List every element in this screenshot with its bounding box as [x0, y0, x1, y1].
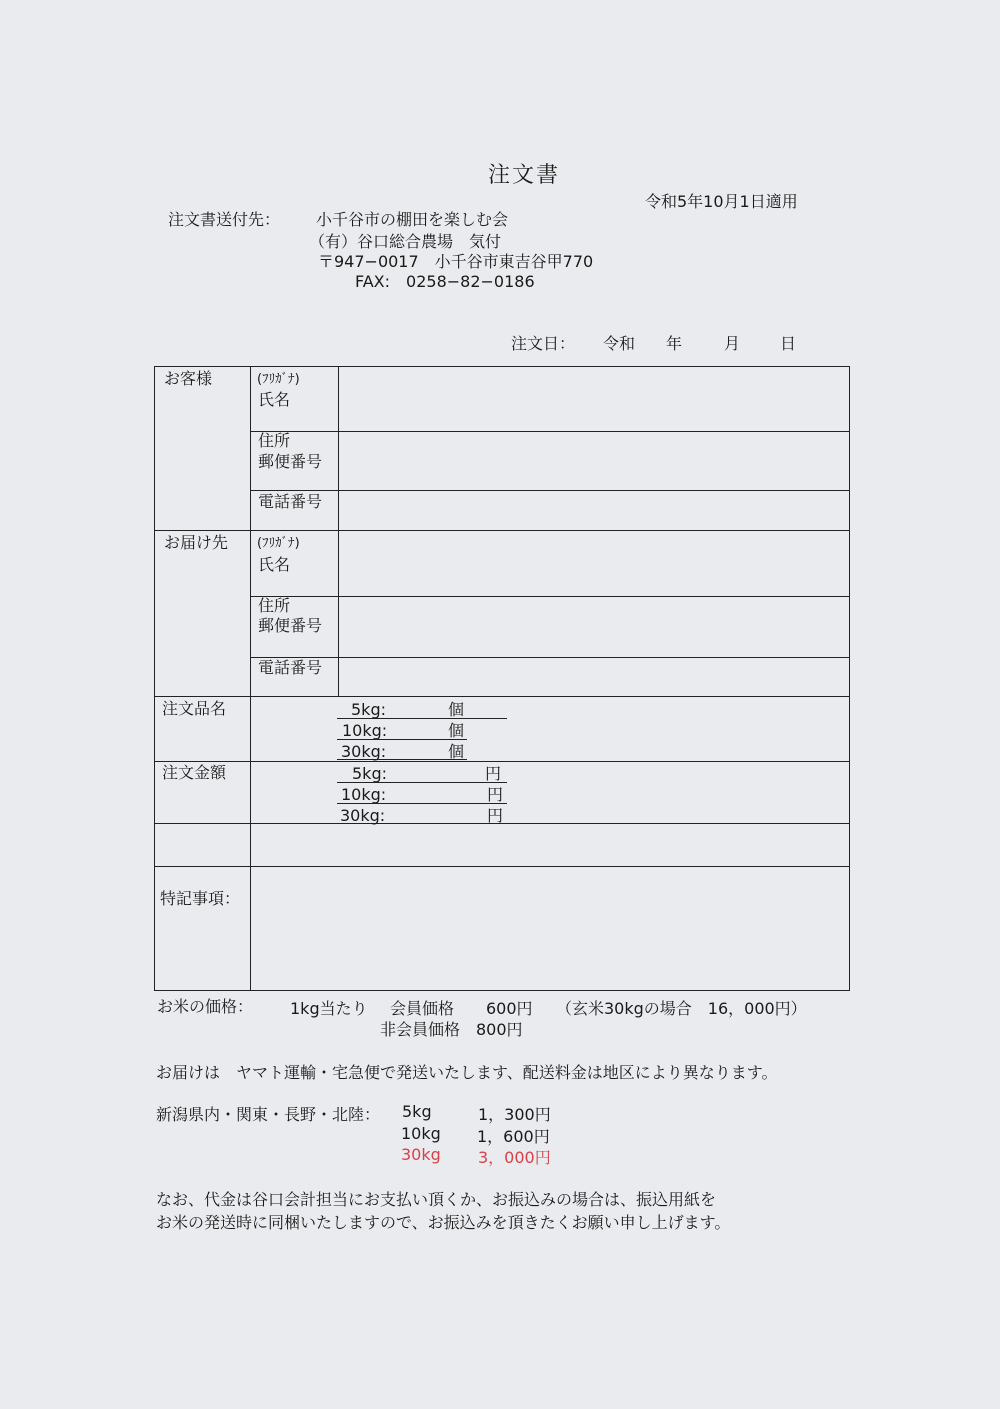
amount-unit-10kg: 円	[487, 785, 504, 804]
delivery-address-field[interactable]	[340, 599, 840, 655]
item-qty-line-5kg[interactable]	[337, 718, 507, 719]
divider	[154, 866, 850, 867]
customer-address-label: 住所	[258, 431, 291, 450]
payment-line-2: お米の発送時に同梱いたしますので、お振込みを頂きたくお願い申し上げます。	[156, 1213, 731, 1232]
divider	[250, 657, 850, 658]
shipping-region: 新潟県内・関東・長野・北陸：	[156, 1105, 381, 1124]
customer-postal-label: 郵便番号	[258, 452, 323, 471]
send-to-org: 小千谷市の棚田を楽しむ会	[316, 210, 509, 229]
order-date-month: 月	[724, 334, 741, 353]
delivery-postal-label: 郵便番号	[258, 616, 323, 635]
divider	[154, 761, 850, 762]
customer-phone-field[interactable]	[340, 493, 840, 528]
item-unit-30kg: 個	[448, 742, 465, 761]
divider	[154, 696, 850, 697]
shipping-note: お届けは ヤマト運輸・宅急便で発送いたします、配送料金は地区により異なります。	[156, 1063, 778, 1082]
shipping-price-10kg: 1，600円	[477, 1127, 550, 1146]
send-to-address: 〒947−0017 小千谷市東吉谷甲770	[318, 252, 594, 271]
delivery-section-label: お届け先	[164, 533, 229, 552]
order-date-label: 注文日：	[511, 334, 576, 353]
divider	[250, 490, 850, 491]
item-size-5kg: 5kg:	[351, 700, 386, 719]
amount-unit-30kg: 円	[487, 806, 504, 825]
items-section-label: 注文品名	[162, 699, 227, 718]
pricing-label: お米の価格：	[157, 997, 254, 1016]
payment-line-1: なお、代金は谷口会計担当にお支払い頂くか、お振込みの場合は、振込用紙を	[156, 1190, 717, 1209]
effective-date: 令和5年10月1日適用	[645, 192, 798, 211]
customer-address-field[interactable]	[340, 434, 840, 488]
amount-size-5kg: 5kg:	[352, 764, 387, 783]
delivery-name-label: 氏名	[258, 555, 291, 574]
item-size-10kg: 10kg:	[342, 721, 388, 740]
field-column-divider	[338, 366, 339, 696]
delivery-phone-field[interactable]	[340, 660, 840, 694]
delivery-phone-label: 電話番号	[258, 658, 323, 677]
document-title: 注文書	[488, 163, 561, 188]
amount-line-5kg[interactable]	[337, 782, 507, 783]
amount-size-10kg: 10kg:	[341, 785, 387, 804]
divider	[250, 431, 850, 432]
pricing-non-member: 非会員価格 800円	[380, 1020, 523, 1039]
divider	[154, 530, 850, 531]
amount-unit-5kg: 円	[485, 764, 502, 783]
customer-name-label: 氏名	[258, 390, 291, 409]
item-unit-5kg: 個	[448, 700, 465, 719]
notes-section-label: 特記事項：	[160, 889, 241, 908]
shipping-size-30kg: 30kg	[401, 1145, 441, 1164]
order-date-year: 年	[666, 334, 683, 353]
customer-name-field[interactable]	[340, 370, 840, 428]
delivery-address-label: 住所	[258, 596, 291, 615]
item-unit-10kg: 個	[448, 721, 465, 740]
delivery-furigana-label: (ﾌﾘｶﾞﾅ)	[257, 536, 300, 551]
customer-phone-label: 電話番号	[258, 492, 323, 511]
amounts-section-label: 注文金額	[162, 763, 227, 782]
item-size-30kg: 30kg:	[341, 742, 387, 761]
divider	[250, 596, 850, 597]
pricing-brown-rice: （玄米30kgの場合 16，000円）	[556, 999, 807, 1018]
send-to-care: （有）谷口総合農場 気付	[309, 232, 502, 251]
shipping-size-10kg: 10kg	[401, 1124, 441, 1143]
amount-line-10kg[interactable]	[337, 803, 507, 804]
delivery-name-field[interactable]	[340, 534, 840, 594]
shipping-price-5kg: 1，300円	[478, 1105, 551, 1124]
shipping-price-30kg: 3，000円	[478, 1148, 551, 1167]
customer-furigana-label: (ﾌﾘｶﾞﾅ)	[257, 372, 300, 387]
label-column-divider	[250, 366, 251, 991]
item-qty-line-30kg[interactable]	[337, 759, 467, 760]
send-to-label: 注文書送付先：	[168, 210, 281, 229]
order-date-day: 日	[780, 334, 797, 353]
amount-size-30kg: 30kg:	[340, 806, 386, 825]
send-to-fax: FAX: 0258−82−0186	[355, 272, 535, 291]
pricing-per-kg: 1kg当たり	[290, 999, 368, 1018]
shipping-size-5kg: 5kg	[402, 1102, 432, 1121]
order-date-era: 令和	[603, 334, 636, 353]
notes-field[interactable]	[252, 868, 848, 989]
item-qty-line-10kg[interactable]	[337, 739, 467, 740]
blank-row-field[interactable]	[252, 825, 848, 864]
customer-section-label: お客様	[164, 369, 213, 388]
pricing-member: 会員価格 600円	[390, 999, 533, 1018]
